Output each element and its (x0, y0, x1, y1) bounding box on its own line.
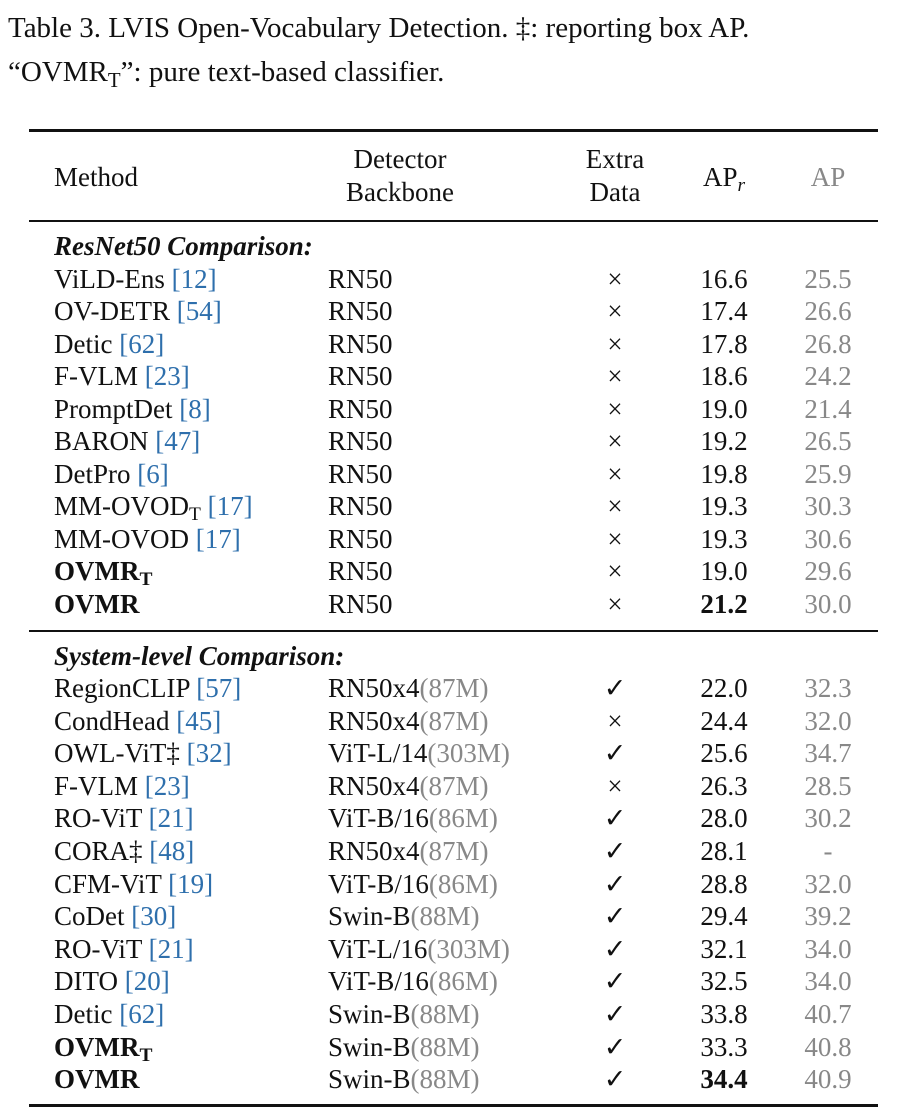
ap-cell: 30.0 (804, 589, 852, 619)
backbone-cell (328, 1031, 480, 1063)
backbone-params: (303M) (427, 934, 510, 964)
method-cell (54, 835, 194, 867)
backbone-cell (328, 555, 393, 587)
ap-cell: 26.5 (804, 426, 852, 456)
method-subscript: T (139, 1045, 153, 1067)
method-name: OVMR (54, 589, 140, 619)
apr-cell: 28.1 (700, 836, 748, 866)
header-extra-line1: Extra (585, 144, 645, 174)
method-citation: [8] (179, 394, 211, 424)
check-icon: ✓ (603, 966, 627, 996)
ap-cell: 30.3 (804, 491, 852, 521)
backbone-cell (328, 425, 393, 457)
table-row (0, 458, 909, 490)
backbone-cell (328, 490, 393, 522)
method-cell (54, 393, 211, 425)
table-row (0, 523, 909, 555)
backbone-name: RN50 (328, 361, 393, 391)
check-icon: ✓ (603, 836, 627, 866)
method-name: CoDet (54, 901, 125, 931)
section-title-resnet50: ResNet50 Comparison: (54, 231, 313, 261)
caption-line-1: Table 3. LVIS Open-Vocabulary Detection. ‡: reporting box AP. (8, 12, 750, 44)
backbone-name: RN50 (328, 296, 393, 326)
method-name: ViLD-Ens (54, 264, 165, 294)
cross-icon: × (607, 589, 623, 619)
backbone-cell (328, 835, 489, 867)
method-cell (54, 868, 213, 900)
method-cell (54, 900, 176, 932)
backbone-cell (328, 802, 498, 834)
backbone-name: Swin-B (328, 999, 411, 1029)
ap-cell: 30.6 (804, 524, 852, 554)
table-row (0, 490, 909, 526)
method-name: RegionCLIP (54, 673, 190, 703)
ap-cell: 29.6 (804, 556, 852, 586)
apr-cell: 17.4 (700, 296, 748, 326)
method-name: CondHead (54, 706, 170, 736)
check-icon: ✓ (603, 934, 627, 964)
backbone-params: (87M) (419, 706, 489, 736)
apr-cell: 33.3 (700, 1032, 748, 1062)
backbone-name: RN50 (328, 556, 393, 586)
method-cell (54, 705, 221, 737)
backbone-name: ViT-L/14 (328, 738, 428, 768)
method-name: Detic (54, 999, 113, 1029)
method-citation: [21] (148, 803, 194, 833)
backbone-cell (328, 588, 393, 620)
method-cell (54, 998, 164, 1030)
apr-cell: 21.2 (700, 589, 748, 619)
method-name: DetPro (54, 459, 131, 489)
apr-cell: 22.0 (700, 673, 748, 703)
method-name: OVMR (54, 556, 140, 586)
backbone-params: (87M) (419, 771, 489, 801)
section-title-system-level: System-level Comparison: (54, 641, 345, 671)
header-backbone-line1: Detector (353, 144, 447, 174)
backbone-name: ViT-B/16 (328, 803, 429, 833)
caption-line-2 (8, 50, 908, 96)
ap-cell: 24.2 (804, 361, 852, 391)
bottom-rule (29, 1104, 878, 1107)
backbone-cell (328, 770, 489, 802)
ap-cell: 32.3 (804, 673, 852, 703)
method-name: OV-DETR (54, 296, 171, 326)
backbone-name: ViT-L/16 (328, 934, 428, 964)
apr-cell: 16.6 (700, 264, 748, 294)
section-divider-rule (29, 630, 878, 632)
check-icon: ✓ (603, 869, 627, 899)
method-name: CORA‡ (54, 836, 143, 866)
table-row (0, 965, 909, 997)
backbone-name: RN50 (328, 426, 393, 456)
method-name: RO-ViT (54, 803, 142, 833)
method-cell (54, 295, 222, 327)
method-name: MM-OVOD (54, 491, 189, 521)
backbone-params: (88M) (410, 901, 480, 931)
table-row (0, 998, 909, 1030)
backbone-name: ViT-B/16 (328, 966, 429, 996)
ap-cell: 26.6 (804, 296, 852, 326)
backbone-params: (86M) (428, 803, 498, 833)
method-cell (54, 263, 217, 295)
method-citation: [23] (144, 771, 190, 801)
header-ap (780, 161, 876, 194)
method-citation: [32] (186, 738, 232, 768)
ap-cell: 32.0 (804, 706, 852, 736)
backbone-params: (88M) (410, 999, 480, 1029)
table-row (0, 555, 909, 591)
ap-cell: 25.5 (804, 264, 852, 294)
method-cell (54, 965, 170, 997)
table-row (0, 328, 909, 360)
table-row (0, 737, 909, 769)
method-name: DITO (54, 966, 118, 996)
method-cell (54, 328, 164, 360)
header-rule (29, 220, 878, 222)
method-cell (54, 802, 194, 834)
check-icon: ✓ (603, 1032, 627, 1062)
method-name: CFM-ViT (54, 869, 162, 899)
backbone-cell (328, 672, 489, 704)
method-citation: [20] (124, 966, 170, 996)
apr-cell: 34.4 (700, 1064, 748, 1094)
backbone-name: RN50 (328, 589, 393, 619)
method-cell (54, 425, 200, 457)
method-name: RO-ViT (54, 934, 142, 964)
table-row (0, 425, 909, 457)
ap-cell: 34.7 (804, 738, 852, 768)
apr-cell: 19.8 (700, 459, 748, 489)
backbone-cell (328, 523, 393, 555)
backbone-cell (328, 737, 510, 769)
method-subscript: T (139, 569, 153, 591)
apr-cell: 19.2 (700, 426, 748, 456)
cross-icon: × (607, 394, 623, 424)
method-citation: [47] (155, 426, 201, 456)
cross-icon: × (607, 329, 623, 359)
method-subscript: T (189, 504, 201, 526)
method-name: F-VLM (54, 771, 139, 801)
method-cell (54, 523, 241, 555)
backbone-name: RN50 (328, 264, 393, 294)
table-row (0, 588, 909, 620)
header-apr (676, 161, 772, 197)
header-ap-label: AP (810, 162, 846, 192)
method-name: PromptDet (54, 394, 173, 424)
backbone-name: RN50x4 (328, 836, 420, 866)
table-row (0, 835, 909, 867)
backbone-cell (328, 360, 393, 392)
apr-cell: 25.6 (700, 738, 748, 768)
method-cell (54, 737, 232, 769)
backbone-params: (87M) (419, 673, 489, 703)
method-citation: [54] (176, 296, 222, 326)
ap-cell: 28.5 (804, 771, 852, 801)
header-method: Method (54, 162, 138, 192)
table-row (0, 295, 909, 327)
method-citation: [19] (168, 869, 214, 899)
table-row (0, 263, 909, 295)
ap-cell: 30.2 (804, 803, 852, 833)
table-row (0, 1031, 909, 1067)
apr-cell: 33.8 (700, 999, 748, 1029)
backbone-params: (86M) (428, 869, 498, 899)
backbone-cell (328, 933, 510, 965)
table-row (0, 672, 909, 704)
backbone-name: RN50x4 (328, 771, 420, 801)
ap-cell: 34.0 (804, 934, 852, 964)
method-name: BARON (54, 426, 149, 456)
header-backbone (310, 143, 490, 209)
cross-icon: × (607, 296, 623, 326)
header-apr-base: AP (702, 162, 738, 192)
method-name: MM-OVOD (54, 524, 189, 554)
ap-cell: 40.9 (804, 1064, 852, 1094)
ap-cell: 40.8 (804, 1032, 852, 1062)
apr-cell: 19.0 (700, 394, 748, 424)
apr-cell: 24.4 (700, 706, 748, 736)
table-row (0, 1063, 909, 1095)
table-row (0, 802, 909, 834)
table-row (0, 900, 909, 932)
ap-cell: 34.0 (804, 966, 852, 996)
cross-icon: × (607, 459, 623, 489)
method-citation: [17] (195, 524, 241, 554)
ap-cell: 39.2 (804, 901, 852, 931)
method-citation: [30] (131, 901, 177, 931)
backbone-name: RN50x4 (328, 706, 420, 736)
method-cell (54, 770, 190, 802)
table-row (0, 868, 909, 900)
method-citation: [17] (207, 491, 253, 521)
ap-cell: 21.4 (804, 394, 852, 424)
backbone-cell (328, 263, 393, 295)
cross-icon: × (607, 491, 623, 521)
method-cell (54, 555, 152, 591)
method-cell (54, 458, 169, 490)
backbone-name: Swin-B (328, 901, 411, 931)
table-row (0, 933, 909, 965)
apr-cell: 28.8 (700, 869, 748, 899)
table-row (0, 393, 909, 425)
ap-cell: - (823, 836, 833, 866)
ap-cell: 26.8 (804, 329, 852, 359)
check-icon: ✓ (603, 738, 627, 768)
cross-icon: × (607, 524, 623, 554)
apr-cell: 19.3 (700, 491, 748, 521)
table-row (0, 770, 909, 802)
apr-cell: 29.4 (700, 901, 748, 931)
cross-icon: × (607, 771, 623, 801)
backbone-cell (328, 295, 393, 327)
backbone-cell (328, 458, 393, 490)
table-row (0, 360, 909, 392)
top-rule (29, 129, 878, 132)
apr-cell: 18.6 (700, 361, 748, 391)
backbone-name: RN50 (328, 524, 393, 554)
header-extra-data (560, 143, 670, 209)
apr-cell: 19.3 (700, 524, 748, 554)
method-cell (54, 490, 253, 526)
apr-cell: 26.3 (700, 771, 748, 801)
method-cell (54, 1031, 152, 1067)
backbone-cell (328, 705, 489, 737)
ap-cell: 32.0 (804, 869, 852, 899)
header-backbone-line2: Backbone (346, 177, 454, 207)
backbone-name: RN50 (328, 491, 393, 521)
method-citation: [12] (171, 264, 217, 294)
caption-line-2-sub: T (107, 67, 121, 92)
method-name: OWL-ViT‡ (54, 738, 180, 768)
method-name: OVMR (54, 1032, 140, 1062)
backbone-name: RN50 (328, 394, 393, 424)
method-citation: [45] (176, 706, 222, 736)
apr-cell: 32.1 (700, 934, 748, 964)
backbone-name: RN50x4 (328, 673, 420, 703)
backbone-cell (328, 328, 393, 360)
check-icon: ✓ (603, 673, 627, 703)
table-caption (8, 6, 908, 96)
backbone-params: (88M) (410, 1032, 480, 1062)
method-citation: [6] (137, 459, 169, 489)
backbone-params: (303M) (427, 738, 510, 768)
backbone-name: RN50 (328, 329, 393, 359)
backbone-params: (86M) (428, 966, 498, 996)
method-citation: [62] (119, 999, 165, 1029)
backbone-name: RN50 (328, 459, 393, 489)
method-citation: [23] (144, 361, 190, 391)
cross-icon: × (607, 426, 623, 456)
method-cell (54, 588, 139, 620)
method-name: OVMR (54, 1064, 140, 1094)
method-name: F-VLM (54, 361, 139, 391)
cross-icon: × (607, 264, 623, 294)
cross-icon: × (607, 706, 623, 736)
backbone-params: (87M) (419, 836, 489, 866)
method-citation: [21] (148, 934, 194, 964)
backbone-cell (328, 900, 480, 932)
backbone-params: (88M) (410, 1064, 480, 1094)
table-row (0, 705, 909, 737)
caption-line-2-prefix: “OVMR (8, 56, 108, 88)
method-citation: [48] (149, 836, 195, 866)
cross-icon: × (607, 361, 623, 391)
backbone-cell (328, 868, 498, 900)
backbone-name: ViT-B/16 (328, 869, 429, 899)
apr-cell: 19.0 (700, 556, 748, 586)
backbone-cell (328, 393, 393, 425)
backbone-cell (328, 965, 498, 997)
method-citation: [62] (119, 329, 165, 359)
header-extra-line2: Data (589, 177, 641, 207)
method-cell (54, 672, 241, 704)
backbone-cell (328, 1063, 480, 1095)
cross-icon: × (607, 556, 623, 586)
header-apr-sub: r (737, 175, 746, 197)
method-citation: [57] (196, 673, 242, 703)
check-icon: ✓ (603, 901, 627, 931)
check-icon: ✓ (603, 803, 627, 833)
check-icon: ✓ (603, 1064, 627, 1094)
apr-cell: 32.5 (700, 966, 748, 996)
ap-cell: 25.9 (804, 459, 852, 489)
ap-cell: 40.7 (804, 999, 852, 1029)
apr-cell: 17.8 (700, 329, 748, 359)
apr-cell: 28.0 (700, 803, 748, 833)
method-cell (54, 360, 190, 392)
method-cell (54, 1063, 139, 1095)
backbone-name: Swin-B (328, 1064, 411, 1094)
backbone-cell (328, 998, 480, 1030)
method-name: Detic (54, 329, 113, 359)
check-icon: ✓ (603, 999, 627, 1029)
backbone-name: Swin-B (328, 1032, 411, 1062)
method-cell (54, 933, 194, 965)
caption-line-2-suffix: ”: pure text-based classifier. (120, 56, 445, 88)
